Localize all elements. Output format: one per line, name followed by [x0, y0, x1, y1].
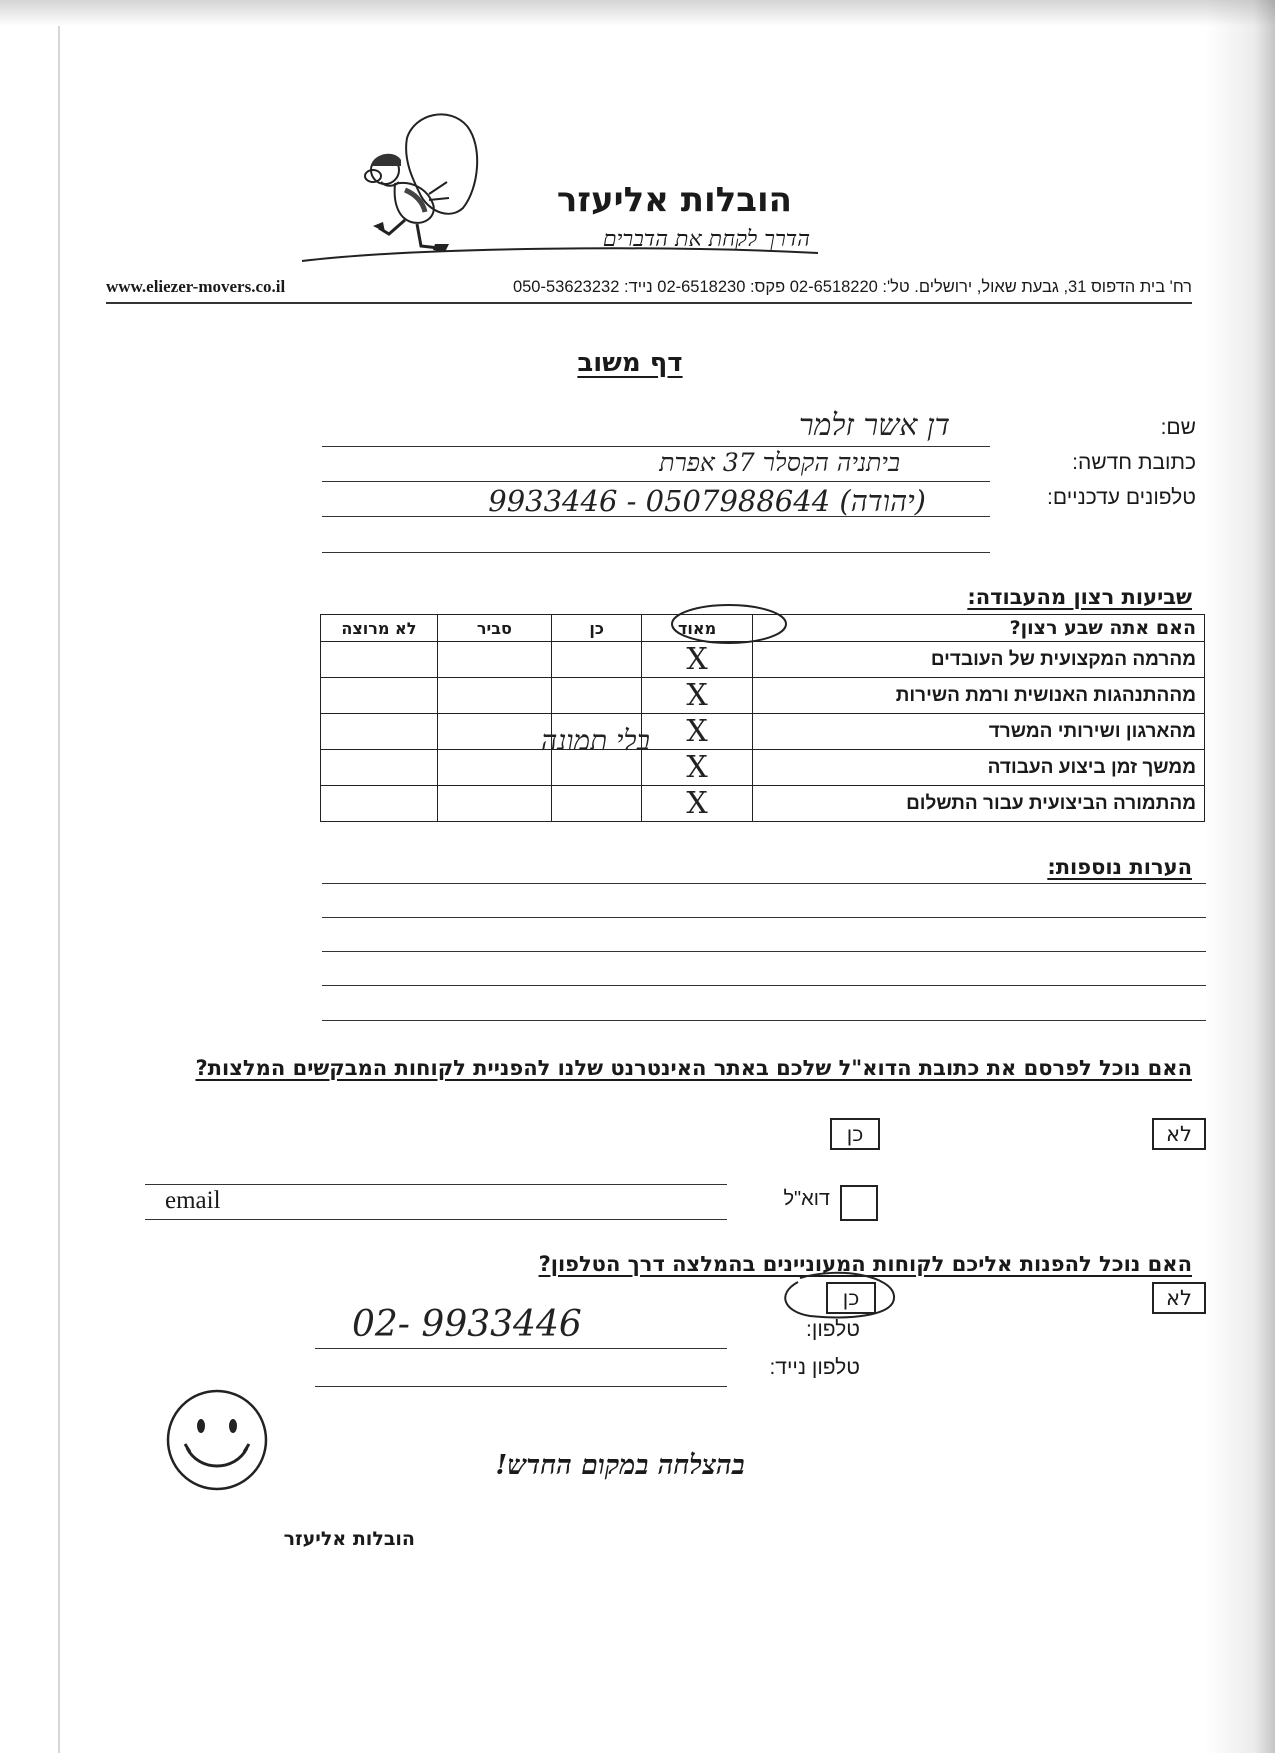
mark-very[interactable]: X [642, 714, 753, 750]
slogan-swoosh [300, 243, 820, 265]
table-row [321, 786, 1205, 822]
mark-reasonable[interactable] [437, 642, 551, 678]
email-consent-question: האם נוכל לפרסם את כתובת הדוא"ל שלכם באתר האינטרנט שלנו להפניית לקוחות המבקשים המלצות? [195, 1056, 1192, 1080]
mark-very[interactable]: X [642, 678, 753, 714]
notes-line [322, 1020, 1206, 1021]
extra-line [322, 552, 990, 553]
email-input-label[interactable]: email [165, 1187, 221, 1214]
header-divider [106, 302, 1192, 304]
notes-line [322, 917, 1206, 918]
handwritten-phone: 02- 9933446 [352, 1304, 582, 1345]
mobile-line [315, 1386, 727, 1387]
mark-very[interactable]: X [642, 786, 753, 822]
email-consent-no-option[interactable]: לא [1152, 1118, 1206, 1150]
phones-label: טלפונים עדכניים: [1047, 486, 1196, 509]
mark-unsatisfied[interactable] [321, 786, 438, 822]
farewell-message: בהצלחה במקום החדש! [495, 1450, 745, 1481]
page-title: דף משוב [577, 348, 683, 378]
col-very: מאוד [642, 615, 753, 642]
scan-top-shadow [0, 0, 1275, 26]
page-edge [58, 26, 60, 1753]
email-line-top [145, 1184, 727, 1185]
mark-yes[interactable] [551, 642, 641, 678]
col-reasonable: סביר [437, 615, 551, 642]
table-row [321, 750, 1205, 786]
mover-mascot-icon [355, 108, 485, 258]
notes-line [322, 985, 1206, 986]
phone-line [315, 1348, 727, 1349]
mark-yes[interactable] [551, 786, 641, 822]
mark-very[interactable]: X [642, 642, 753, 678]
handwritten-name: דן אשר זלמר [798, 408, 950, 443]
mark-yes[interactable] [551, 678, 641, 714]
signature: הובלות אליעזר [283, 1528, 415, 1550]
notes-line [322, 883, 1206, 884]
email-checkbox[interactable] [840, 1185, 878, 1221]
mark-reasonable[interactable] [437, 678, 551, 714]
address-line [322, 481, 990, 482]
mark-reasonable[interactable] [437, 786, 551, 822]
company-slogan: הדרך לקחת את הדברים [602, 227, 810, 252]
scan-right-shadow [1205, 0, 1275, 1753]
phone-consent-yes-option[interactable]: כן [826, 1282, 876, 1314]
col-yes: כן [551, 615, 641, 642]
name-label: שם: [1160, 416, 1196, 439]
row-label: מהתמורה הביצועית עבור התשלום [752, 786, 1204, 822]
table-row [321, 714, 1205, 750]
notes-line [322, 951, 1206, 952]
website-link[interactable]: www.eliezer-movers.co.il [106, 277, 286, 296]
table-row [321, 678, 1205, 714]
satisfaction-heading: שביעות רצון מהעבודה: [967, 585, 1192, 609]
mark-very[interactable]: X [642, 750, 753, 786]
mobile-label: טלפון נייד: [769, 1356, 860, 1379]
handwritten-phones: (יהודה) 0507988644 - 9933446 [488, 484, 926, 518]
handwritten-table-note: בלי תמונה [540, 724, 650, 757]
row-label: מהארגון ושירותי המשרד [752, 714, 1204, 750]
col-unsatisfied: לא מרוצה [321, 615, 438, 642]
email-consent-yes-option[interactable]: כן [830, 1118, 880, 1150]
name-line [322, 446, 990, 447]
handwritten-address: ביתניה הקסלר 37 אפרת [659, 448, 900, 477]
mark-unsatisfied[interactable] [321, 678, 438, 714]
email-checkbox-label: דוא"ל [783, 1188, 830, 1210]
mark-unsatisfied[interactable] [321, 714, 438, 750]
row-label: מההתנהגות האנושית ורמת השירות [752, 678, 1204, 714]
phone-label: טלפון: [806, 1318, 860, 1341]
phone-consent-question: האם נוכל להפנות אליכם לקוחות המעוניינים בהמלצה דרך הטלפון? [538, 1252, 1192, 1276]
company-name: הובלות אליעזר [556, 180, 792, 220]
email-line-bottom [145, 1219, 727, 1220]
notes-heading: הערות נוספות: [1047, 855, 1192, 879]
contact-line: רח' בית הדפוס 31, גבעת שאול, ירושלים. טל': 02-6518220 פקס: 02-6518230 נייד: 050-53623232 [512, 278, 1192, 296]
address-label: כתובת חדשה: [1072, 451, 1196, 474]
row-label: ממשך זמן ביצוע העבודה [752, 750, 1204, 786]
row-label: מהרמה המקצועית של העובדים [752, 642, 1204, 678]
phone-consent-no-option[interactable]: לא [1152, 1282, 1206, 1314]
mark-unsatisfied[interactable] [321, 750, 438, 786]
mark-unsatisfied[interactable] [321, 642, 438, 678]
very-circle-mark [668, 600, 790, 648]
table-question: האם אתה שבע רצון? [752, 615, 1204, 642]
smiley-icon [165, 1388, 269, 1492]
